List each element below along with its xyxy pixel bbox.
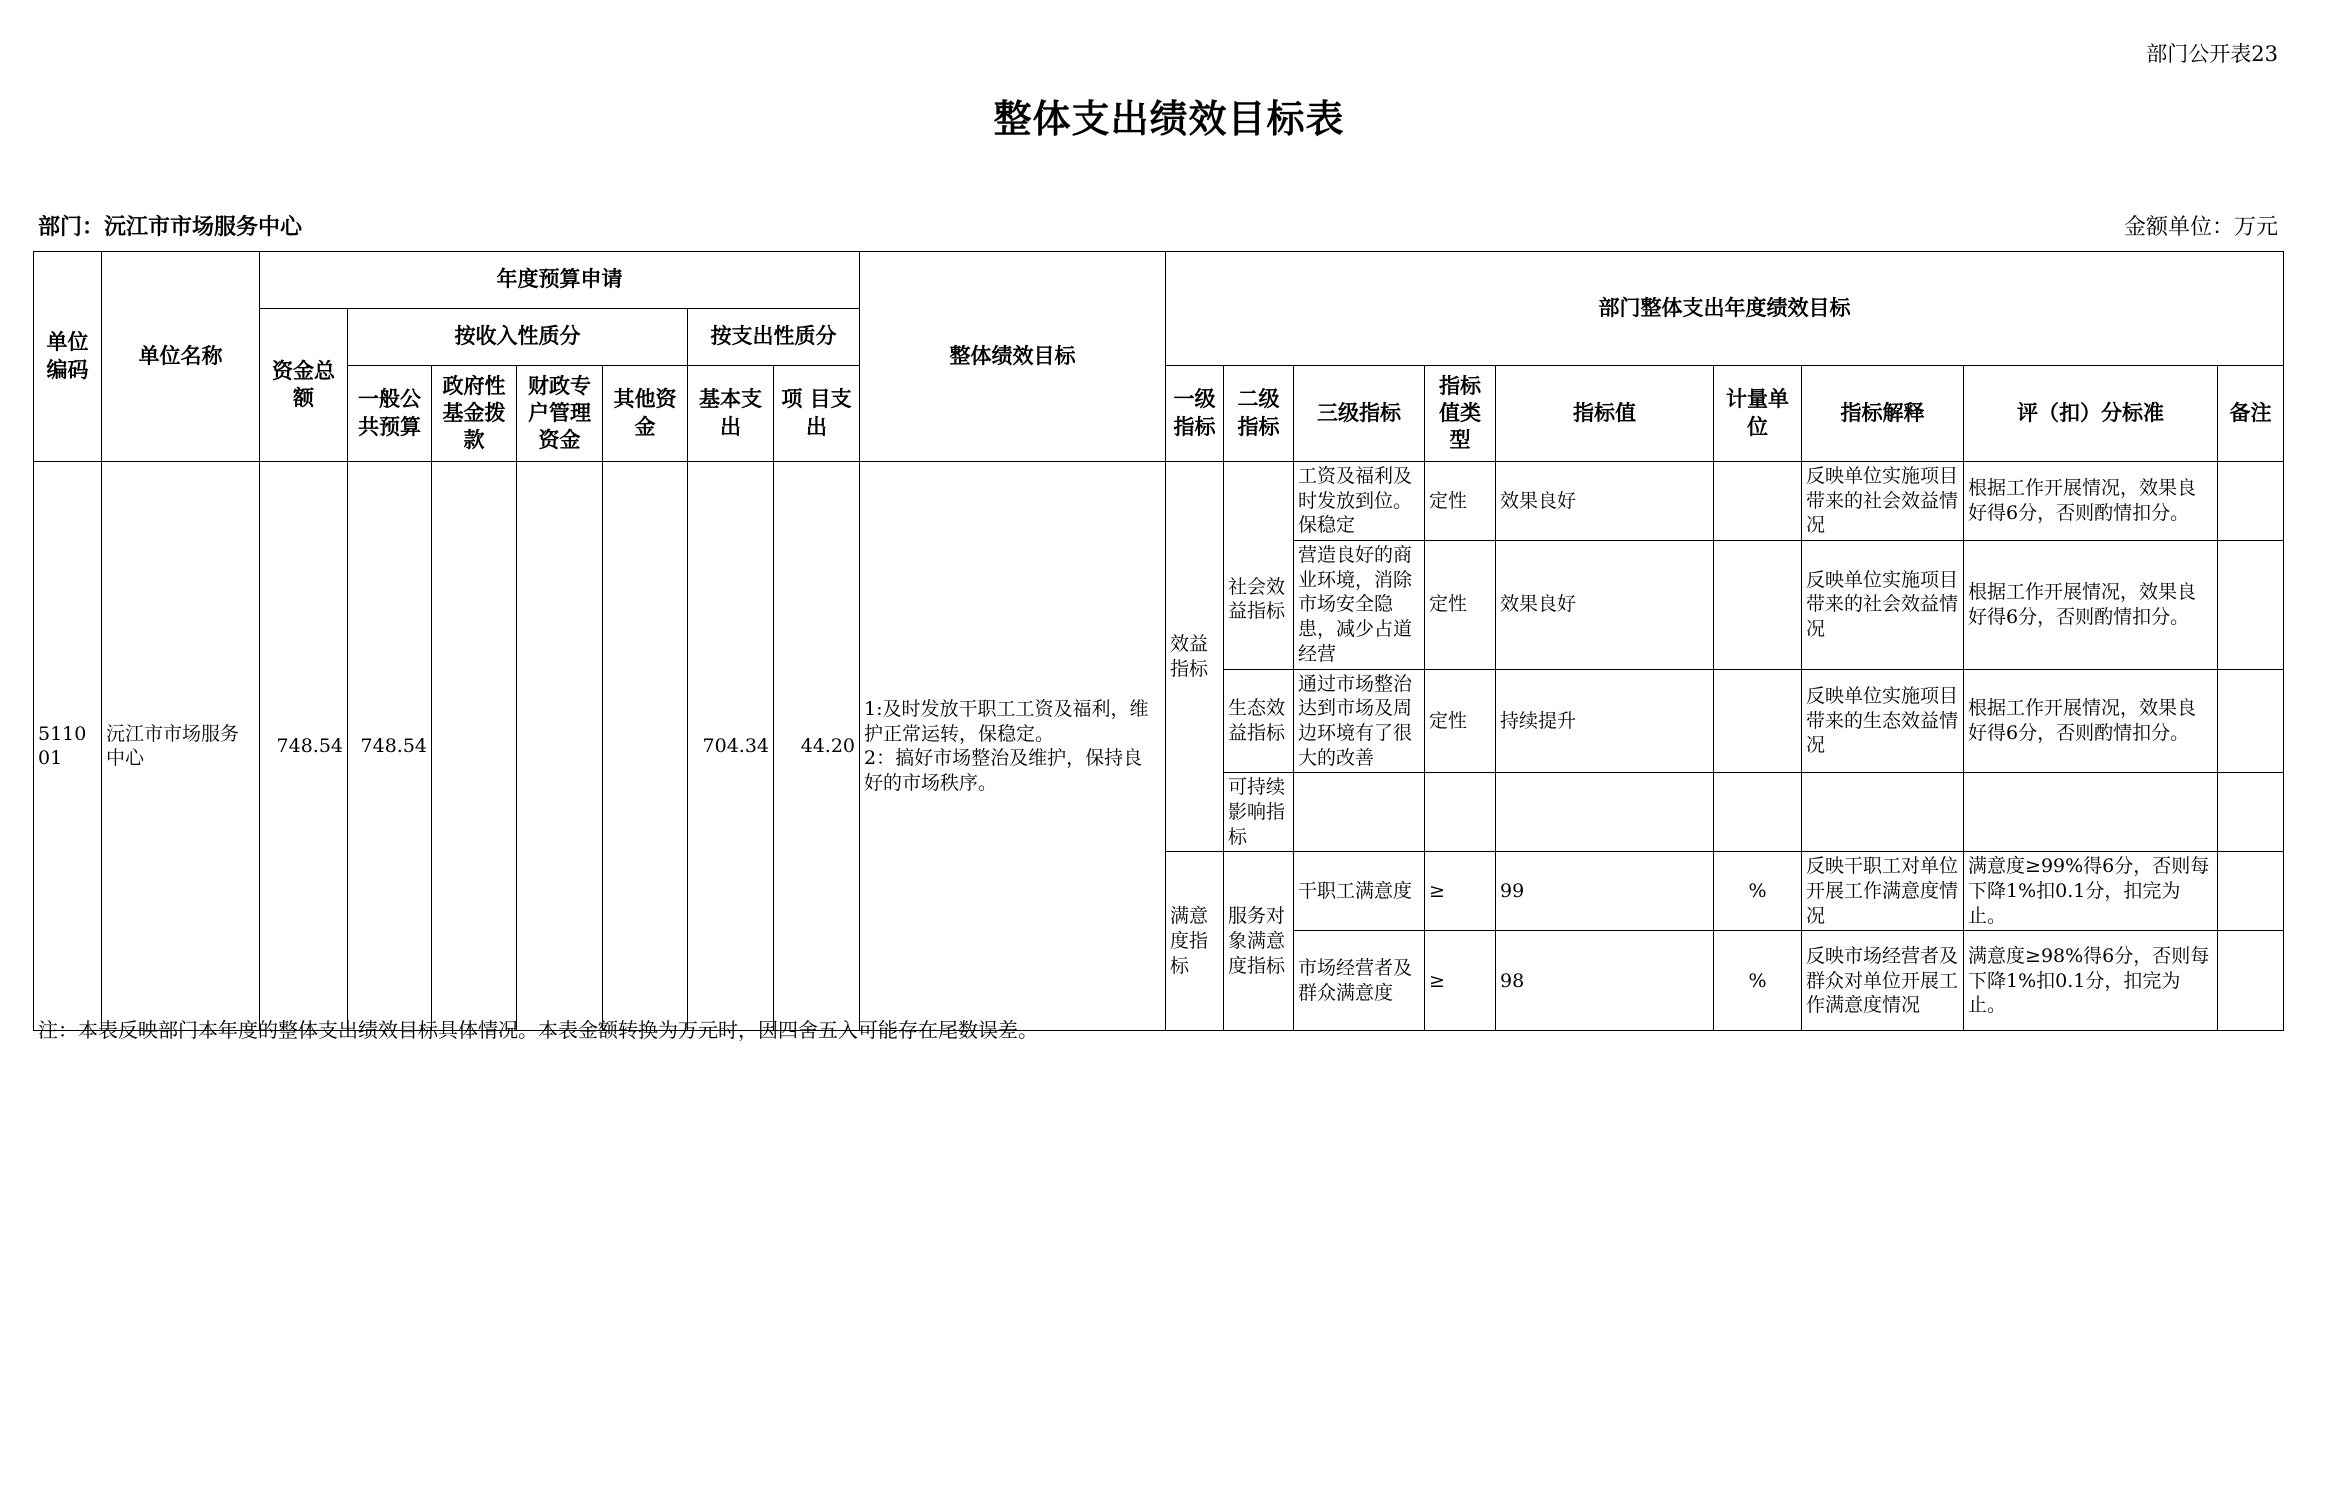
header-unit-name: 单位名称	[102, 252, 260, 462]
value-type-cell: 定性	[1425, 462, 1496, 541]
header-remarks: 备注	[2218, 366, 2284, 462]
header-dept-annual-goal: 部门整体支出年度绩效目标	[1166, 252, 2284, 366]
performance-table	[33, 251, 2284, 1031]
other-funds-cell	[603, 462, 688, 1031]
explanation-cell: 反映单位实施项目带来的社会效益情况	[1802, 462, 1964, 541]
value-type-cell: ≥	[1425, 931, 1496, 1031]
level1-satisfaction: 满意度指标	[1166, 852, 1224, 1031]
scoring-cell: 根据工作开展情况，效果良好得6分，否则酌情扣分。	[1964, 669, 2218, 773]
measure-unit-cell	[1714, 669, 1802, 773]
remarks-cell	[2218, 773, 2284, 852]
header-row-1	[34, 252, 2284, 309]
header-overall-goal: 整体绩效目标	[860, 252, 1166, 462]
gov-fund-cell	[432, 462, 517, 1031]
department-label: 部门：	[38, 215, 105, 240]
explanation-cell: 反映市场经营者及群众对单位开展工作满意度情况	[1802, 931, 1964, 1031]
measure-unit-cell	[1714, 773, 1802, 852]
explanation-cell: 反映干职工对单位开展工作满意度情况	[1802, 852, 1964, 931]
indicator-value-cell: 效果良好	[1496, 541, 1714, 669]
scoring-cell: 根据工作开展情况，效果良好得6分，否则酌情扣分。	[1964, 541, 2218, 669]
scoring-cell	[1964, 773, 2218, 852]
header-basic-expense: 基本支出	[688, 366, 774, 462]
project-expense-cell: 44.20	[774, 462, 860, 1031]
table-row	[34, 462, 2284, 541]
unit-code-cell: 511001	[34, 462, 102, 1031]
header-indicator-value: 指标值	[1496, 366, 1714, 462]
footnote: 注：本表反映部门本年度的整体支出绩效目标具体情况。本表金额转换为万元时，因四舍五入可能存在尾数误差。	[38, 1018, 1038, 1042]
header-level1: 一级指标	[1166, 366, 1224, 462]
remarks-cell	[2218, 669, 2284, 773]
level3-cell: 工资及福利及时发放到位。保稳定	[1294, 462, 1425, 541]
header-general-public: 一般公共预算	[348, 366, 432, 462]
remarks-cell	[2218, 931, 2284, 1031]
level3-cell: 干职工满意度	[1294, 852, 1425, 931]
header-annual-budget: 年度预算申请	[260, 252, 860, 309]
scoring-cell: 根据工作开展情况，效果良好得6分，否则酌情扣分。	[1964, 462, 2218, 541]
amount-unit: 金额单位：万元	[2123, 215, 2278, 240]
basic-expense-cell: 704.34	[688, 462, 774, 1031]
header-level3: 三级指标	[1294, 366, 1425, 462]
indicator-value-cell: 效果良好	[1496, 462, 1714, 541]
level2-service: 服务对象满意度指标	[1224, 852, 1294, 1031]
header-by-income: 按收入性质分	[348, 309, 688, 366]
unit-name-cell: 沅江市市场服务中心	[102, 462, 260, 1031]
remarks-cell	[2218, 541, 2284, 669]
explanation-cell: 反映单位实施项目带来的社会效益情况	[1802, 541, 1964, 669]
value-type-cell: 定性	[1425, 669, 1496, 773]
measure-unit-cell: %	[1714, 852, 1802, 931]
scoring-cell: 满意度≥98%得6分，否则每下降1%扣0.1分，扣完为止。	[1964, 931, 2218, 1031]
indicator-value-cell	[1496, 773, 1714, 852]
value-type-cell	[1425, 773, 1496, 852]
header-explanation: 指标解释	[1802, 366, 1964, 462]
level2-ecological: 生态效益指标	[1224, 669, 1294, 773]
level3-cell: 市场经营者及群众满意度	[1294, 931, 1425, 1031]
indicator-value-cell: 持续提升	[1496, 669, 1714, 773]
scoring-cell: 满意度≥99%得6分，否则每下降1%扣0.1分，扣完为止。	[1964, 852, 2218, 931]
header-other-funds: 其他资金	[603, 366, 688, 462]
explanation-cell	[1802, 773, 1964, 852]
level3-cell: 通过市场整治达到市场及周边环境有了很大的改善	[1294, 669, 1425, 773]
indicator-value-cell: 99	[1496, 852, 1714, 931]
header-by-expense: 按支出性质分	[688, 309, 860, 366]
header-total-funds: 资金总额	[260, 309, 348, 462]
header-gov-fund: 政府性基金拨款	[432, 366, 517, 462]
general-public-cell: 748.54	[348, 462, 432, 1031]
explanation-cell: 反映单位实施项目带来的生态效益情况	[1802, 669, 1964, 773]
header-value-type: 指标值类型	[1425, 366, 1496, 462]
header-project-expense: 项 目支出	[774, 366, 860, 462]
header-scoring: 评（扣）分标准	[1964, 366, 2218, 462]
remarks-cell	[2218, 852, 2284, 931]
department-line	[38, 210, 302, 241]
header-level2: 二级指标	[1224, 366, 1294, 462]
measure-unit-cell	[1714, 462, 1802, 541]
indicator-value-cell: 98	[1496, 931, 1714, 1031]
level1-benefit: 效益指标	[1166, 462, 1224, 852]
header-unit-code: 单位编码	[34, 252, 102, 462]
header-measure-unit: 计量单位	[1714, 366, 1802, 462]
table-number-label: 部门公开表23	[2146, 42, 2278, 66]
level2-sustainable: 可持续影响指标	[1224, 773, 1294, 852]
value-type-cell: ≥	[1425, 852, 1496, 931]
level3-cell: 营造良好的商业环境，消除市场安全隐患，减少占道经营	[1294, 541, 1425, 669]
measure-unit-cell: %	[1714, 931, 1802, 1031]
total-funds-cell: 748.54	[260, 462, 348, 1031]
value-type-cell: 定性	[1425, 541, 1496, 669]
overall-goal-cell: 1:及时发放干职工工资及福利，维护正常运转，保稳定。 2：搞好市场整治及维护，保持良好的市场秩序。	[860, 462, 1166, 1031]
department-name: 沅江市市场服务中心	[104, 215, 303, 240]
level2-social: 社会效益指标	[1224, 462, 1294, 670]
special-account-cell	[517, 462, 603, 1031]
measure-unit-cell	[1714, 541, 1802, 669]
remarks-cell	[2218, 462, 2284, 541]
header-special-account: 财政专户管理资金	[517, 366, 603, 462]
page-title: 整体支出绩效目标表	[993, 97, 1345, 141]
level3-cell	[1294, 773, 1425, 852]
